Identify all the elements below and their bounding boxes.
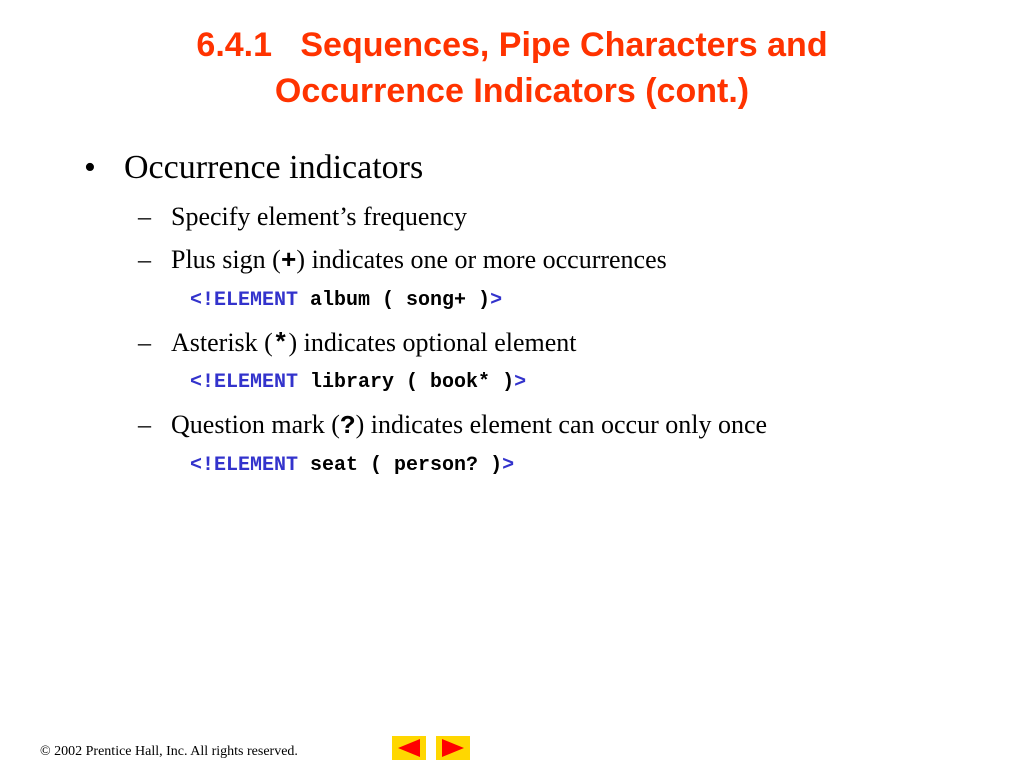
subitem-text-post: ) indicates element can occur only once	[355, 410, 768, 439]
dash-marker: –	[138, 410, 151, 439]
subitem-text: Specify element’s frequency	[171, 202, 467, 231]
dash-marker: –	[138, 328, 151, 357]
previous-slide-button[interactable]	[392, 736, 426, 760]
right-arrow-icon	[436, 736, 470, 760]
dash-marker: –	[138, 202, 151, 231]
bullet-occurrence-indicators	[84, 146, 423, 190]
plus-symbol: +	[280, 246, 297, 276]
slide-title-line-1: 6.4.1 Sequences, Pipe Characters and	[196, 26, 828, 64]
next-slide-button[interactable]	[436, 736, 470, 760]
subitem-text-pre: Question mark (	[171, 410, 340, 439]
code-example-library	[190, 370, 526, 396]
subitem-text-pre: Plus sign (	[171, 245, 281, 274]
code-example-seat	[190, 453, 514, 479]
code-body: library ( book* )	[298, 371, 515, 394]
subitem-text-pre: Asterisk (	[171, 328, 273, 357]
subitem-plus-sign	[138, 243, 667, 278]
slide-title-line-2: Occurrence Indicators (cont.)	[274, 72, 750, 110]
dash-marker: –	[138, 245, 151, 274]
left-arrow-icon	[392, 736, 426, 760]
code-keyword: <!ELEMENT	[190, 289, 299, 312]
subitem-specify-frequency	[138, 200, 467, 234]
bullet-marker: •	[84, 149, 96, 186]
code-keyword: <!ELEMENT	[190, 454, 299, 477]
copyright-footer: © 2002 Prentice Hall, Inc. All rights reserved.	[40, 744, 298, 759]
slide-title	[0, 22, 1024, 114]
subitem-asterisk	[138, 326, 577, 361]
code-close: >	[514, 371, 527, 394]
code-close: >	[490, 289, 503, 312]
subitem-text-post: ) indicates optional element	[288, 328, 577, 357]
subitem-question-mark	[138, 408, 767, 443]
bullet-text: Occurrence indicators	[124, 149, 424, 186]
code-example-album	[190, 288, 502, 314]
code-body: album ( song+ )	[298, 289, 491, 312]
subitem-text-post: ) indicates one or more occurrences	[296, 245, 667, 274]
question-symbol: ?	[339, 411, 356, 441]
asterisk-symbol: *	[272, 329, 289, 359]
code-keyword: <!ELEMENT	[190, 371, 299, 394]
code-close: >	[502, 454, 515, 477]
code-body: seat ( person? )	[298, 454, 503, 477]
